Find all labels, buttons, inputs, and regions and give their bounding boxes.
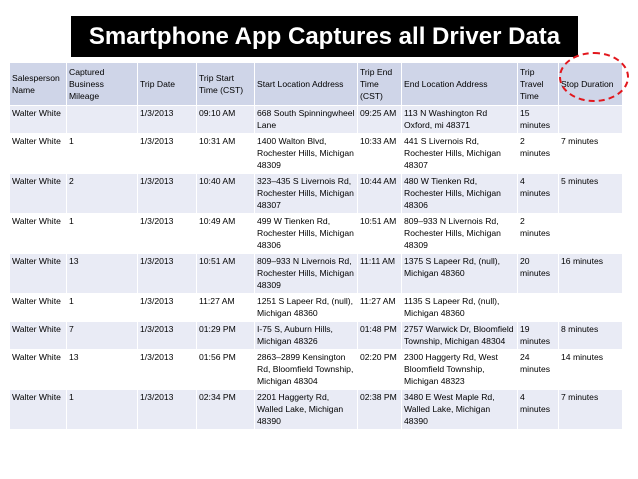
- cell-trip-start-time: 10:49 AM: [197, 214, 255, 254]
- cell-salesperson-name: Walter White: [10, 350, 67, 390]
- cell-salesperson-name: Walter White: [10, 174, 67, 214]
- table-row: [10, 134, 623, 174]
- cell-stop-duration: 5 minutes: [559, 174, 623, 214]
- cell-start-location-address: 1400 Walton Blvd, Rochester Hills, Michigan 48309: [255, 134, 358, 174]
- cell-trip-travel-time: 2 minutes: [518, 214, 559, 254]
- cell-captured-business-mileage: 1: [67, 390, 138, 430]
- cell-end-location-address: 1375 S Lapeer Rd, (null), Michigan 48360: [402, 254, 518, 294]
- cell-stop-duration: [559, 106, 623, 134]
- cell-trip-date: 1/3/2013: [138, 254, 197, 294]
- header-trip-date: Trip Date: [138, 63, 197, 106]
- slide-title: Smartphone App Captures all Driver Data: [71, 16, 578, 57]
- cell-captured-business-mileage: 13: [67, 350, 138, 390]
- cell-trip-start-time: 10:31 AM: [197, 134, 255, 174]
- header-start-location-address: Start Location Address: [255, 63, 358, 106]
- cell-start-location-address: 2201 Haggerty Rd, Walled Lake, Michigan 48390: [255, 390, 358, 430]
- cell-trip-travel-time: [518, 294, 559, 322]
- table-row: [10, 214, 623, 254]
- cell-trip-start-time: 02:34 PM: [197, 390, 255, 430]
- cell-trip-end-time: 10:44 AM: [358, 174, 402, 214]
- table-row: [10, 106, 623, 134]
- header-trip-start-time: Trip Start Time (CST): [197, 63, 255, 106]
- cell-stop-duration: [559, 214, 623, 254]
- cell-stop-duration: 14 minutes: [559, 350, 623, 390]
- cell-trip-end-time: 01:48 PM: [358, 322, 402, 350]
- table-row: [10, 254, 623, 294]
- cell-end-location-address: 441 S Livernois Rd, Rochester Hills, Michigan 48307: [402, 134, 518, 174]
- cell-trip-date: 1/3/2013: [138, 174, 197, 214]
- header-end-location-address: End Location Address: [402, 63, 518, 106]
- cell-trip-start-time: 11:27 AM: [197, 294, 255, 322]
- cell-trip-start-time: 10:40 AM: [197, 174, 255, 214]
- cell-trip-start-time: 01:29 PM: [197, 322, 255, 350]
- cell-trip-end-time: 10:33 AM: [358, 134, 402, 174]
- cell-salesperson-name: Walter White: [10, 322, 67, 350]
- cell-trip-start-time: 10:51 AM: [197, 254, 255, 294]
- cell-end-location-address: 2300 Haggerty Rd, West Bloomfield Township, Michigan 48323: [402, 350, 518, 390]
- table-row: [10, 390, 623, 430]
- table-row: [10, 322, 623, 350]
- cell-stop-duration: 7 minutes: [559, 134, 623, 174]
- cell-start-location-address: 2863–2899 Kensington Rd, Bloomfield Township, Michigan 48304: [255, 350, 358, 390]
- cell-trip-travel-time: 19 minutes: [518, 322, 559, 350]
- cell-stop-duration: 7 minutes: [559, 390, 623, 430]
- driver-trip-table: [9, 62, 623, 430]
- cell-start-location-address: 668 South Spinningwheel Lane: [255, 106, 358, 134]
- cell-salesperson-name: Walter White: [10, 134, 67, 174]
- cell-trip-end-time: 02:38 PM: [358, 390, 402, 430]
- cell-end-location-address: 809–933 N Livernois Rd, Rochester Hills, Michigan 48309: [402, 214, 518, 254]
- cell-trip-travel-time: 4 minutes: [518, 174, 559, 214]
- cell-trip-end-time: 09:25 AM: [358, 106, 402, 134]
- header-salesperson-name: Salesperson Name: [10, 63, 67, 106]
- cell-start-location-address: I-75 S, Auburn Hills, Michigan 48326: [255, 322, 358, 350]
- cell-start-location-address: 499 W Tienken Rd, Rochester Hills, Michigan 48306: [255, 214, 358, 254]
- cell-end-location-address: 480 W Tienken Rd, Rochester Hills, Michigan 48306: [402, 174, 518, 214]
- cell-salesperson-name: Walter White: [10, 254, 67, 294]
- cell-captured-business-mileage: 13: [67, 254, 138, 294]
- cell-captured-business-mileage: 1: [67, 134, 138, 174]
- cell-trip-travel-time: 2 minutes: [518, 134, 559, 174]
- cell-captured-business-mileage: 1: [67, 214, 138, 254]
- cell-stop-duration: [559, 294, 623, 322]
- cell-salesperson-name: Walter White: [10, 214, 67, 254]
- table-body: [10, 106, 623, 430]
- header-stop-duration: Stop Duration: [559, 63, 623, 106]
- cell-captured-business-mileage: 2: [67, 174, 138, 214]
- cell-trip-start-time: 01:56 PM: [197, 350, 255, 390]
- cell-trip-start-time: 09:10 AM: [197, 106, 255, 134]
- cell-trip-date: 1/3/2013: [138, 322, 197, 350]
- header-captured-business-mileage: Captured Business Mileage: [67, 63, 138, 106]
- cell-trip-travel-time: 24 minutes: [518, 350, 559, 390]
- cell-trip-end-time: 02:20 PM: [358, 350, 402, 390]
- cell-trip-end-time: 11:27 AM: [358, 294, 402, 322]
- cell-trip-date: 1/3/2013: [138, 350, 197, 390]
- cell-start-location-address: 323–435 S Livernois Rd, Rochester Hills, Michigan 48307: [255, 174, 358, 214]
- cell-trip-date: 1/3/2013: [138, 106, 197, 134]
- cell-captured-business-mileage: 7: [67, 322, 138, 350]
- cell-trip-date: 1/3/2013: [138, 134, 197, 174]
- table-header-row: [10, 63, 623, 106]
- cell-trip-travel-time: 20 minutes: [518, 254, 559, 294]
- cell-trip-end-time: 10:51 AM: [358, 214, 402, 254]
- table-row: [10, 294, 623, 322]
- header-trip-end-time: Trip End Time (CST): [358, 63, 402, 106]
- cell-salesperson-name: Walter White: [10, 106, 67, 134]
- cell-trip-date: 1/3/2013: [138, 390, 197, 430]
- cell-trip-end-time: 11:11 AM: [358, 254, 402, 294]
- cell-trip-travel-time: 4 minutes: [518, 390, 559, 430]
- cell-stop-duration: 8 minutes: [559, 322, 623, 350]
- cell-end-location-address: 113 N Washington Rd Oxford, mi 48371: [402, 106, 518, 134]
- cell-end-location-address: 1135 S Lapeer Rd, (null), Michigan 48360: [402, 294, 518, 322]
- cell-end-location-address: 2757 Warwick Dr, Bloomfield Township, Michigan 48304: [402, 322, 518, 350]
- header-trip-travel-time: Trip Travel Time: [518, 63, 559, 106]
- table-row: [10, 174, 623, 214]
- cell-stop-duration: 16 minutes: [559, 254, 623, 294]
- cell-captured-business-mileage: [67, 106, 138, 134]
- cell-captured-business-mileage: 1: [67, 294, 138, 322]
- cell-salesperson-name: Walter White: [10, 294, 67, 322]
- cell-start-location-address: 1251 S Lapeer Rd, (null), Michigan 48360: [255, 294, 358, 322]
- cell-end-location-address: 3480 E West Maple Rd, Walled Lake, Michigan 48390: [402, 390, 518, 430]
- cell-start-location-address: 809–933 N Livernois Rd, Rochester Hills, Michigan 48309: [255, 254, 358, 294]
- cell-trip-travel-time: 15 minutes: [518, 106, 559, 134]
- cell-trip-date: 1/3/2013: [138, 294, 197, 322]
- cell-salesperson-name: Walter White: [10, 390, 67, 430]
- cell-trip-date: 1/3/2013: [138, 214, 197, 254]
- table-row: [10, 350, 623, 390]
